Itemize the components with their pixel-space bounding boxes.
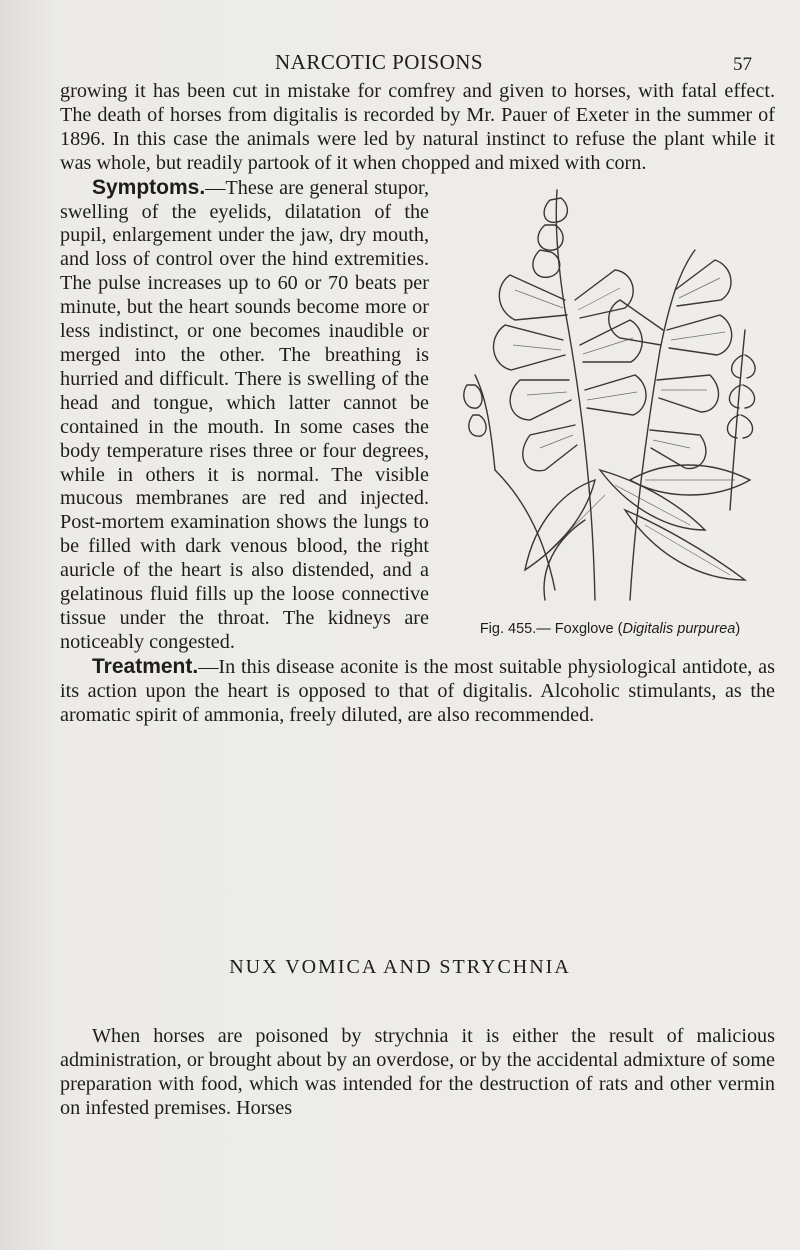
symptoms-heading: Symptoms.: [92, 175, 206, 199]
running-head: NARCOTIC POISONS: [275, 50, 484, 74]
figure-caption: [445, 618, 775, 642]
symptoms-text: —These are general stupor, swelling of the eyelids, dilatation of the pupil, enlargement under the jaw, dry mouth, and loss of control over the hind extremities. The pulse increases up to 60 or 70 beats per minute, but the heart sounds become more or less indistinct, or one becomes inaudible or merged into the other. The breathing is hurried and difficult. There is swelling of the head and tongue, which latter cannot be contained in the mouth. In some cases the body temperature rises three or four degrees, while in others it is normal. The visible mucous membranes are red and injected. Post-mortem examination shows the lungs to be filled with dark venous blood, the right auricle of the heart is also distended, and a gelatinous fluid fills up the loose connective tissue under the throat. The kidneys are noticeably congested.: [60, 176, 429, 653]
nux-vomica-paragraph: When horses are poisoned by strychnia it is either the result of malicious administration, or brought about by an overdose, or by the accidental admixture of some preparation with food, which was intended for the destruction of rats and other vermin on infested premises. Horses: [60, 1025, 775, 1119]
second-stem: [630, 250, 695, 600]
nux-vomica-section: [60, 1025, 775, 1121]
intro-paragraph: growing it has been cut in mistake for comfrey and given to horses, with fatal effect. The death of horses from digitalis is recorded by Mr. Pauer of Exeter in the summer of 1896. In this case the animals were led by natural instinct to refuse the plant while it was whole, but readily partook of it when chopped and mixed with corn.: [60, 80, 775, 174]
treatment-text: —In this disease aconite is the most suitable physiological antidote, as its action upon the heart is opposed to that of digitalis. Alcoholic stimulants, as the aromatic spirit of ammonia, freely diluted, are also recommended.: [60, 655, 775, 726]
page-header: [0, 50, 800, 80]
caption-prefix: Fig. 455.— Foxglove (: [479, 620, 623, 637]
section-title: NUX VOMICA AND STRYCHNIA: [229, 956, 571, 978]
digitalis-section: [60, 80, 775, 727]
caption-suffix: ): [735, 620, 741, 637]
treatment-heading: Treatment.: [92, 654, 199, 678]
foxglove-figure: [445, 180, 775, 642]
page-number: 57: [733, 54, 752, 75]
caption-latin-name: Digitalis purpurea: [622, 620, 736, 637]
foxglove-illustration: [445, 180, 775, 610]
treatment-paragraph: [60, 655, 775, 728]
